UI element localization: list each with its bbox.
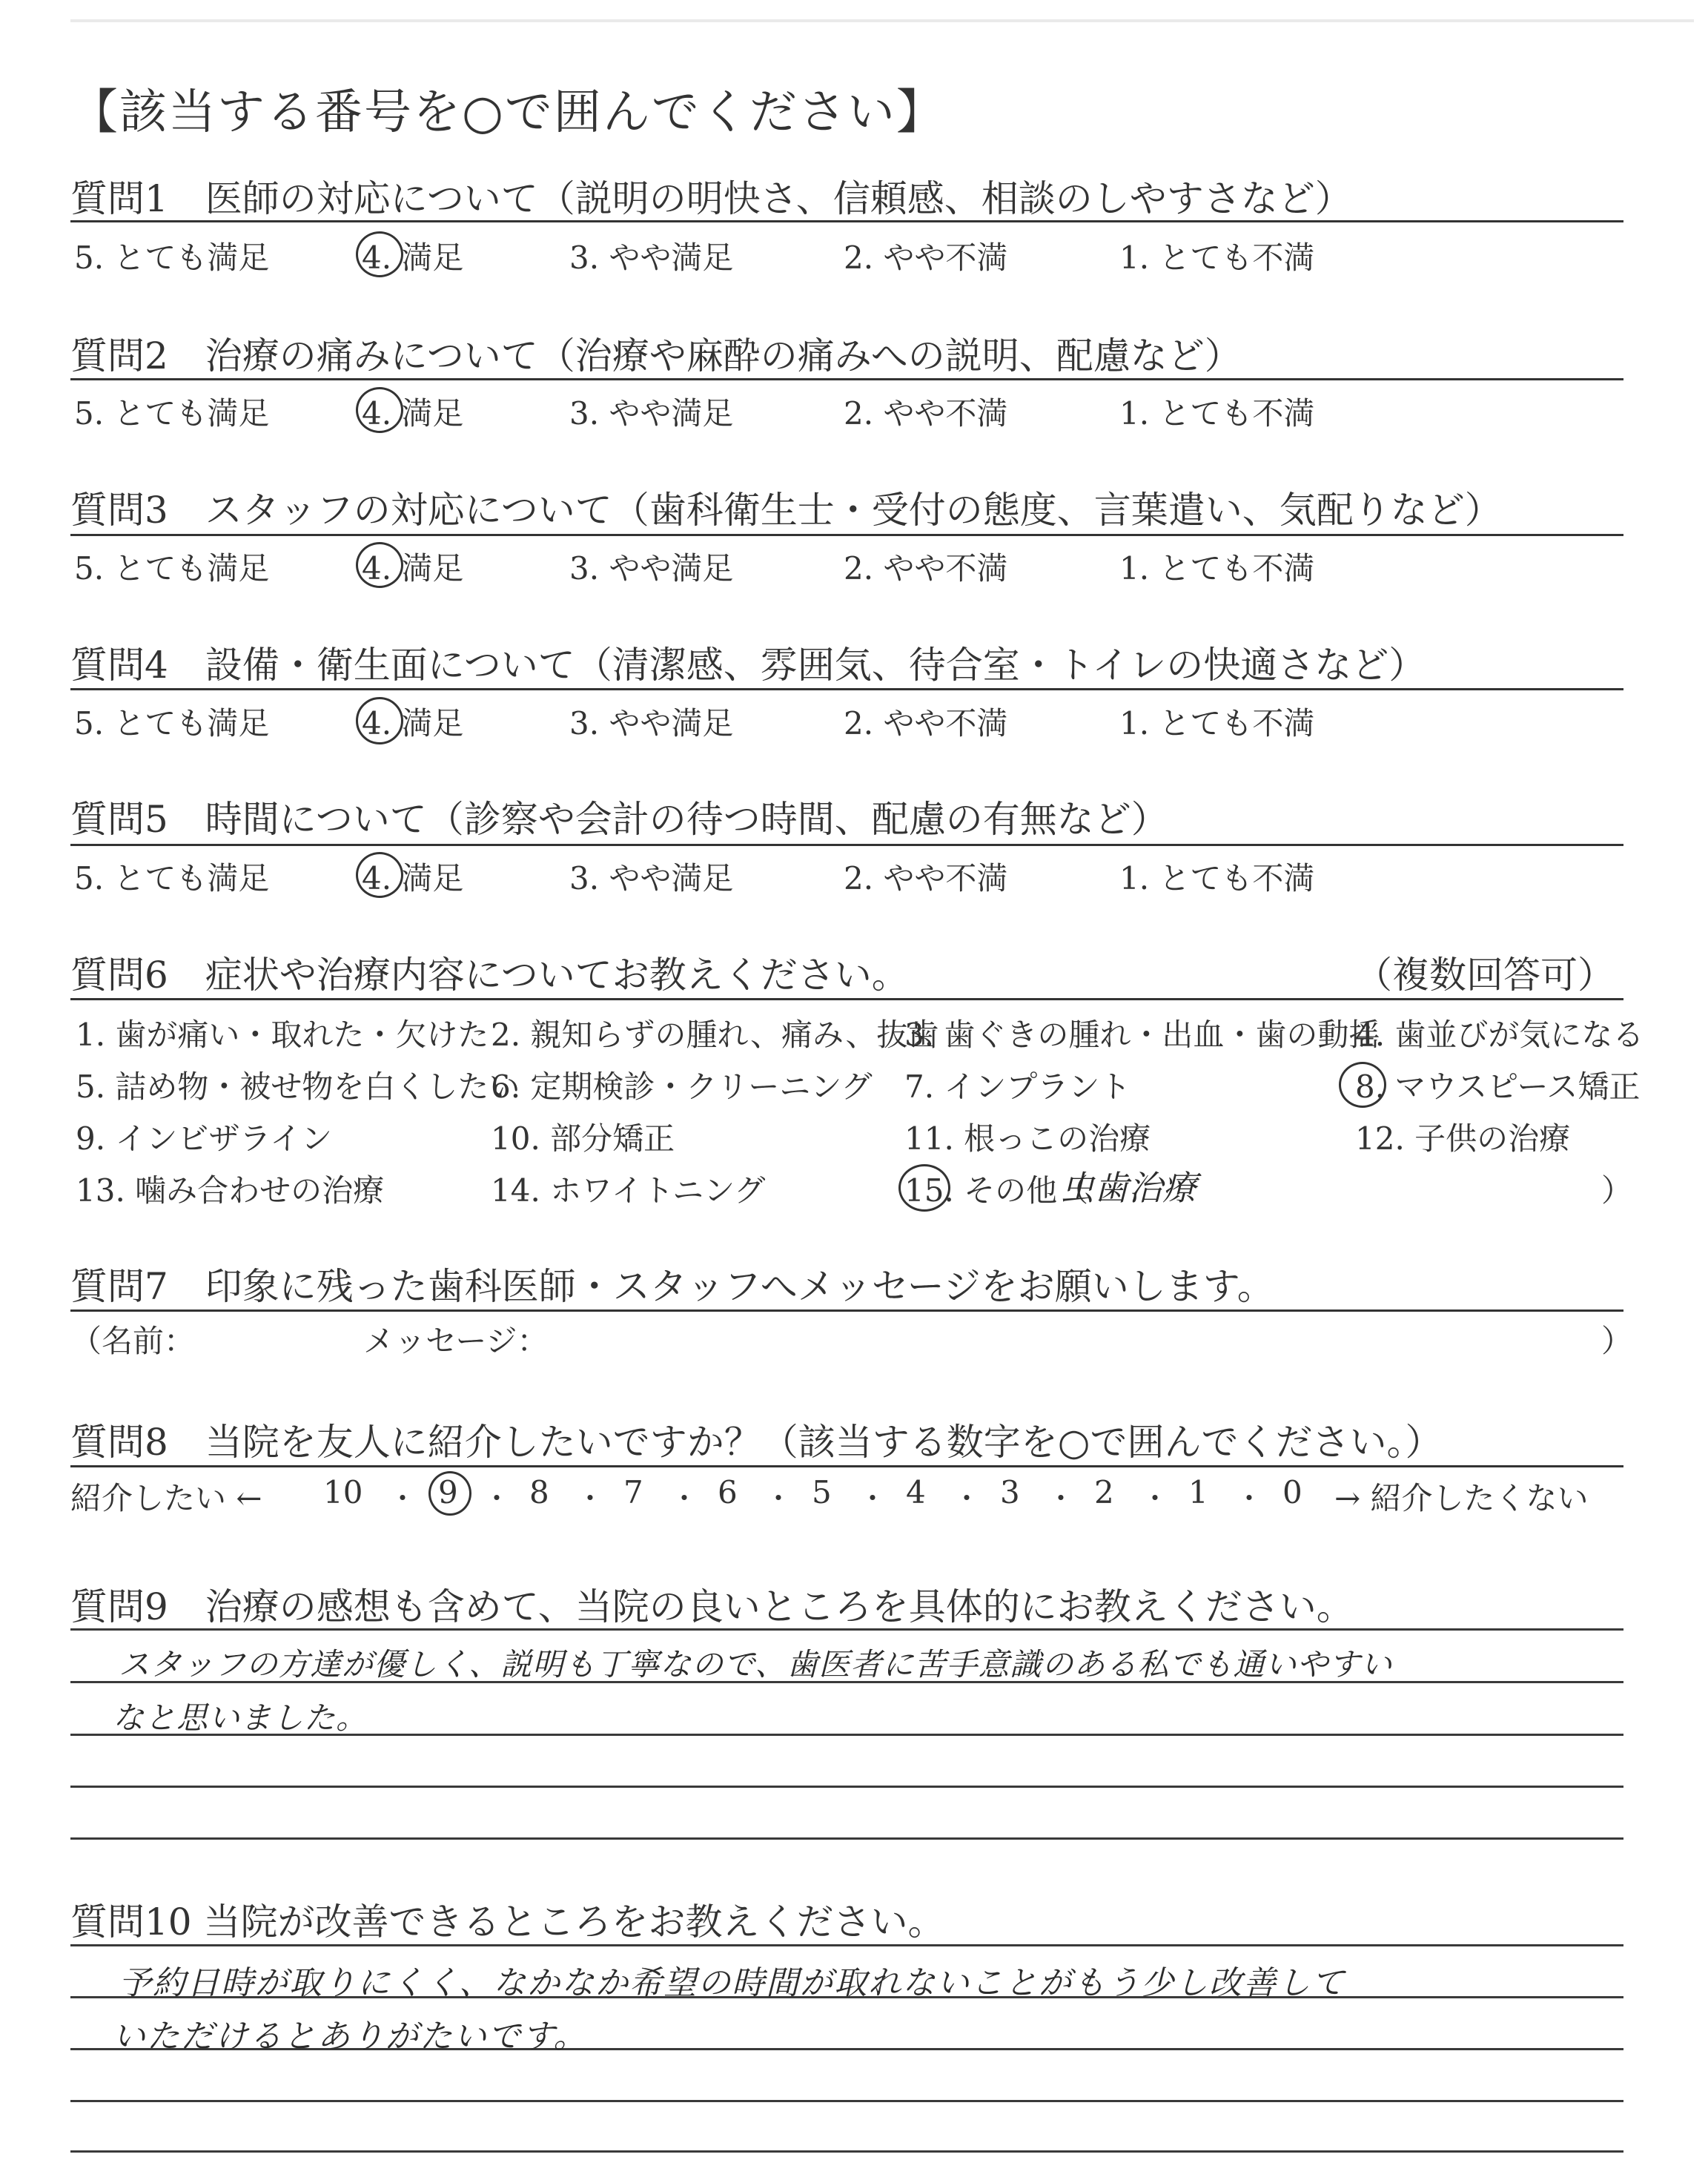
q8-separator: ・ bbox=[953, 1482, 982, 1515]
q7-close-paren: ） bbox=[1601, 1323, 1633, 1359]
q5-option-3[interactable]: 3. やや満足 bbox=[569, 860, 734, 896]
q4-option-3[interactable]: 3. やや満足 bbox=[569, 705, 734, 742]
q2-option-2[interactable]: 2. やや不満 bbox=[844, 395, 1008, 432]
q2-option-5[interactable]: 5. とても満足 bbox=[74, 395, 270, 432]
q10-line-1 bbox=[70, 1944, 1623, 1946]
q8-score-5[interactable]: 5 bbox=[812, 1474, 832, 1510]
q7-name-label: （名前： bbox=[70, 1323, 196, 1359]
q6-other-close-paren: ） bbox=[1601, 1172, 1633, 1209]
q1-option-3[interactable]: 3. やや満足 bbox=[569, 240, 734, 276]
q6-option-15[interactable]: 15. その他（ bbox=[904, 1172, 1089, 1209]
q6-option-11[interactable]: 11. 根っこの治療 bbox=[904, 1120, 1151, 1157]
q1-option-1[interactable]: 1. とても不満 bbox=[1119, 240, 1315, 276]
q6-option-9[interactable]: 9. インビザライン bbox=[76, 1120, 333, 1157]
q1-rule bbox=[70, 220, 1623, 222]
q1-option-5[interactable]: 5. とても満足 bbox=[74, 240, 270, 276]
q9-answer-line-1[interactable]: スタッフの方達が優しく、説明も丁寧なので、歯医者に苦手意識のある私でも通いやすい bbox=[119, 1646, 1393, 1682]
q9-title: 質問9 治療の感想も含めて、当院の良いところを具体的にお教えください。 bbox=[70, 1585, 1354, 1628]
q5-title: 質問5 時間について（診察や会計の待つ時間、配慮の有無など） bbox=[70, 798, 1168, 841]
q8-separator: ・ bbox=[1141, 1482, 1170, 1515]
q6-multiple-note: （複数回答可） bbox=[1355, 954, 1615, 997]
q6-option-14[interactable]: 14. ホワイトニング bbox=[491, 1172, 766, 1209]
q8-separator: ・ bbox=[1047, 1482, 1076, 1515]
q2-option-3[interactable]: 3. やや満足 bbox=[569, 395, 734, 432]
q4-option-4[interactable]: 4. 満足 bbox=[362, 705, 464, 742]
q8-separator: ・ bbox=[576, 1482, 605, 1515]
q6-option-12[interactable]: 12. 子供の治療 bbox=[1355, 1120, 1571, 1157]
q2-option-1[interactable]: 1. とても不満 bbox=[1119, 395, 1315, 432]
q8-score-9[interactable]: 9 bbox=[438, 1474, 458, 1510]
q8-score-6[interactable]: 6 bbox=[718, 1474, 738, 1510]
q1-selection-circle bbox=[356, 231, 403, 277]
q8-score-0[interactable]: 0 bbox=[1282, 1474, 1302, 1510]
q8-score-10[interactable]: 10 bbox=[323, 1474, 363, 1510]
q2-option-4[interactable]: 4. 満足 bbox=[362, 395, 464, 432]
q8-separator: ・ bbox=[388, 1482, 417, 1515]
q5-option-4[interactable]: 4. 満足 bbox=[362, 860, 464, 896]
q8-score-4[interactable]: 4 bbox=[906, 1474, 926, 1510]
q6-rule bbox=[70, 998, 1623, 1000]
q3-option-3[interactable]: 3. やや満足 bbox=[569, 550, 734, 587]
q5-option-2[interactable]: 2. やや不満 bbox=[844, 860, 1008, 896]
q6-option-8[interactable]: 8. マウスピース矯正 bbox=[1355, 1069, 1641, 1105]
q2-selection-circle bbox=[356, 387, 403, 433]
q4-selection-circle bbox=[356, 697, 403, 744]
q3-option-2[interactable]: 2. やや不満 bbox=[844, 550, 1008, 587]
q6-option-13[interactable]: 13. 噛み合わせの治療 bbox=[76, 1172, 385, 1209]
q8-separator: ・ bbox=[670, 1482, 699, 1515]
q8-score-3[interactable]: 3 bbox=[1000, 1474, 1020, 1510]
q8-separator: ・ bbox=[858, 1482, 887, 1515]
q5-option-5[interactable]: 5. とても満足 bbox=[74, 860, 270, 896]
q6-option-1[interactable]: 1. 歯が痛い・取れた・欠けた bbox=[76, 1017, 489, 1053]
q8-right-label: → 紹介したくない bbox=[1334, 1480, 1589, 1516]
q7-message-label[interactable]: メッセージ： bbox=[363, 1323, 549, 1359]
q7-rule bbox=[70, 1309, 1623, 1312]
q4-option-5[interactable]: 5. とても満足 bbox=[74, 705, 270, 742]
q10-line-5 bbox=[70, 2150, 1623, 2153]
q6-title: 質問6 症状や治療内容についてお教えください。 bbox=[70, 954, 909, 997]
q6-option-2[interactable]: 2. 親知らずの腫れ、痛み、抜歯 bbox=[491, 1017, 939, 1053]
q8-title: 質問8 当院を友人に紹介したいですか？（該当する数字を○で囲んでください。） bbox=[70, 1421, 1443, 1464]
q3-option-5[interactable]: 5. とても満足 bbox=[74, 550, 270, 587]
q10-answer-line-2[interactable]: いただけるとありがたいです。 bbox=[113, 2018, 588, 2055]
q6-option-5[interactable]: 5. 詰め物・被せ物を白くしたい bbox=[76, 1069, 520, 1105]
q8-separator: ・ bbox=[483, 1482, 512, 1515]
q1-title: 質問1 医師の対応について（説明の明快さ、信頼感、相談のしやすさなど） bbox=[70, 177, 1352, 220]
q7-title: 質問7 印象に残った歯科医師・スタッフへメッセージをお願いします。 bbox=[70, 1265, 1274, 1308]
q4-option-1[interactable]: 1. とても不満 bbox=[1119, 705, 1315, 742]
q5-option-1[interactable]: 1. とても不満 bbox=[1119, 860, 1315, 896]
q3-option-4[interactable]: 4. 満足 bbox=[362, 550, 464, 587]
q9-answer-line-2[interactable]: なと思いました。 bbox=[113, 1700, 368, 1736]
q6-option-3[interactable]: 3. 歯ぐきの腫れ・出血・歯の動揺 bbox=[904, 1017, 1380, 1053]
q3-selection-circle bbox=[356, 542, 403, 588]
q6-selection-circle-8 bbox=[1339, 1062, 1386, 1108]
q6-option-10[interactable]: 10. 部分矯正 bbox=[491, 1120, 675, 1157]
q8-score-1[interactable]: 1 bbox=[1188, 1474, 1208, 1510]
q8-separator: ・ bbox=[764, 1482, 793, 1515]
q4-option-2[interactable]: 2. やや不満 bbox=[844, 705, 1008, 742]
q3-option-1[interactable]: 1. とても不満 bbox=[1119, 550, 1315, 587]
q8-left-label: 紹介したい ← bbox=[70, 1480, 262, 1516]
top-border bbox=[70, 19, 1694, 22]
q6-option-7[interactable]: 7. インプラント bbox=[904, 1069, 1131, 1105]
q10-line-4 bbox=[70, 2100, 1623, 2102]
q1-option-2[interactable]: 2. やや不満 bbox=[844, 240, 1008, 276]
q6-other-answer[interactable]: 虫歯治療 bbox=[1060, 1168, 1196, 1208]
q2-title: 質問2 治療の痛みについて（治療や麻酔の痛みへの説明、配慮など） bbox=[70, 334, 1242, 377]
q4-rule bbox=[70, 688, 1623, 690]
q2-rule bbox=[70, 378, 1623, 380]
q4-title: 質問4 設備・衛生面について（清潔感、雰囲気、待合室・トイレの快適さなど） bbox=[70, 644, 1426, 687]
q8-score-7[interactable]: 7 bbox=[623, 1474, 643, 1510]
q8-rule bbox=[70, 1465, 1623, 1467]
q8-selection-circle bbox=[428, 1471, 471, 1516]
page-title: 【該当する番号を○で囲んでください】 bbox=[70, 85, 945, 140]
q5-selection-circle bbox=[356, 852, 403, 898]
q6-selection-circle-15 bbox=[898, 1164, 950, 1212]
q9-line-4 bbox=[70, 1786, 1623, 1788]
q3-title: 質問3 スタッフの対応について（歯科衛生士・受付の態度、言葉遣い、気配りなど） bbox=[70, 489, 1502, 532]
q8-score-2[interactable]: 2 bbox=[1094, 1474, 1114, 1510]
q5-rule bbox=[70, 844, 1623, 846]
q8-separator: ・ bbox=[1235, 1482, 1264, 1515]
q9-line-1 bbox=[70, 1628, 1623, 1631]
q10-answer-line-1[interactable]: 予約日時が取りにくく、なかなか希望の時間が取れないことがもう少し改善して bbox=[119, 1964, 1346, 2002]
q8-score-8[interactable]: 8 bbox=[529, 1474, 549, 1510]
q1-option-4[interactable]: 4. 満足 bbox=[362, 240, 464, 276]
q9-line-5 bbox=[70, 1837, 1623, 1840]
q10-title: 質問10 当院が改善できるところをお教えください。 bbox=[70, 1900, 945, 1943]
q3-rule bbox=[70, 534, 1623, 536]
q6-option-4[interactable]: 4. 歯並びが気になる bbox=[1355, 1017, 1644, 1053]
q6-option-6[interactable]: 6. 定期検診・クリーニング bbox=[491, 1069, 873, 1105]
